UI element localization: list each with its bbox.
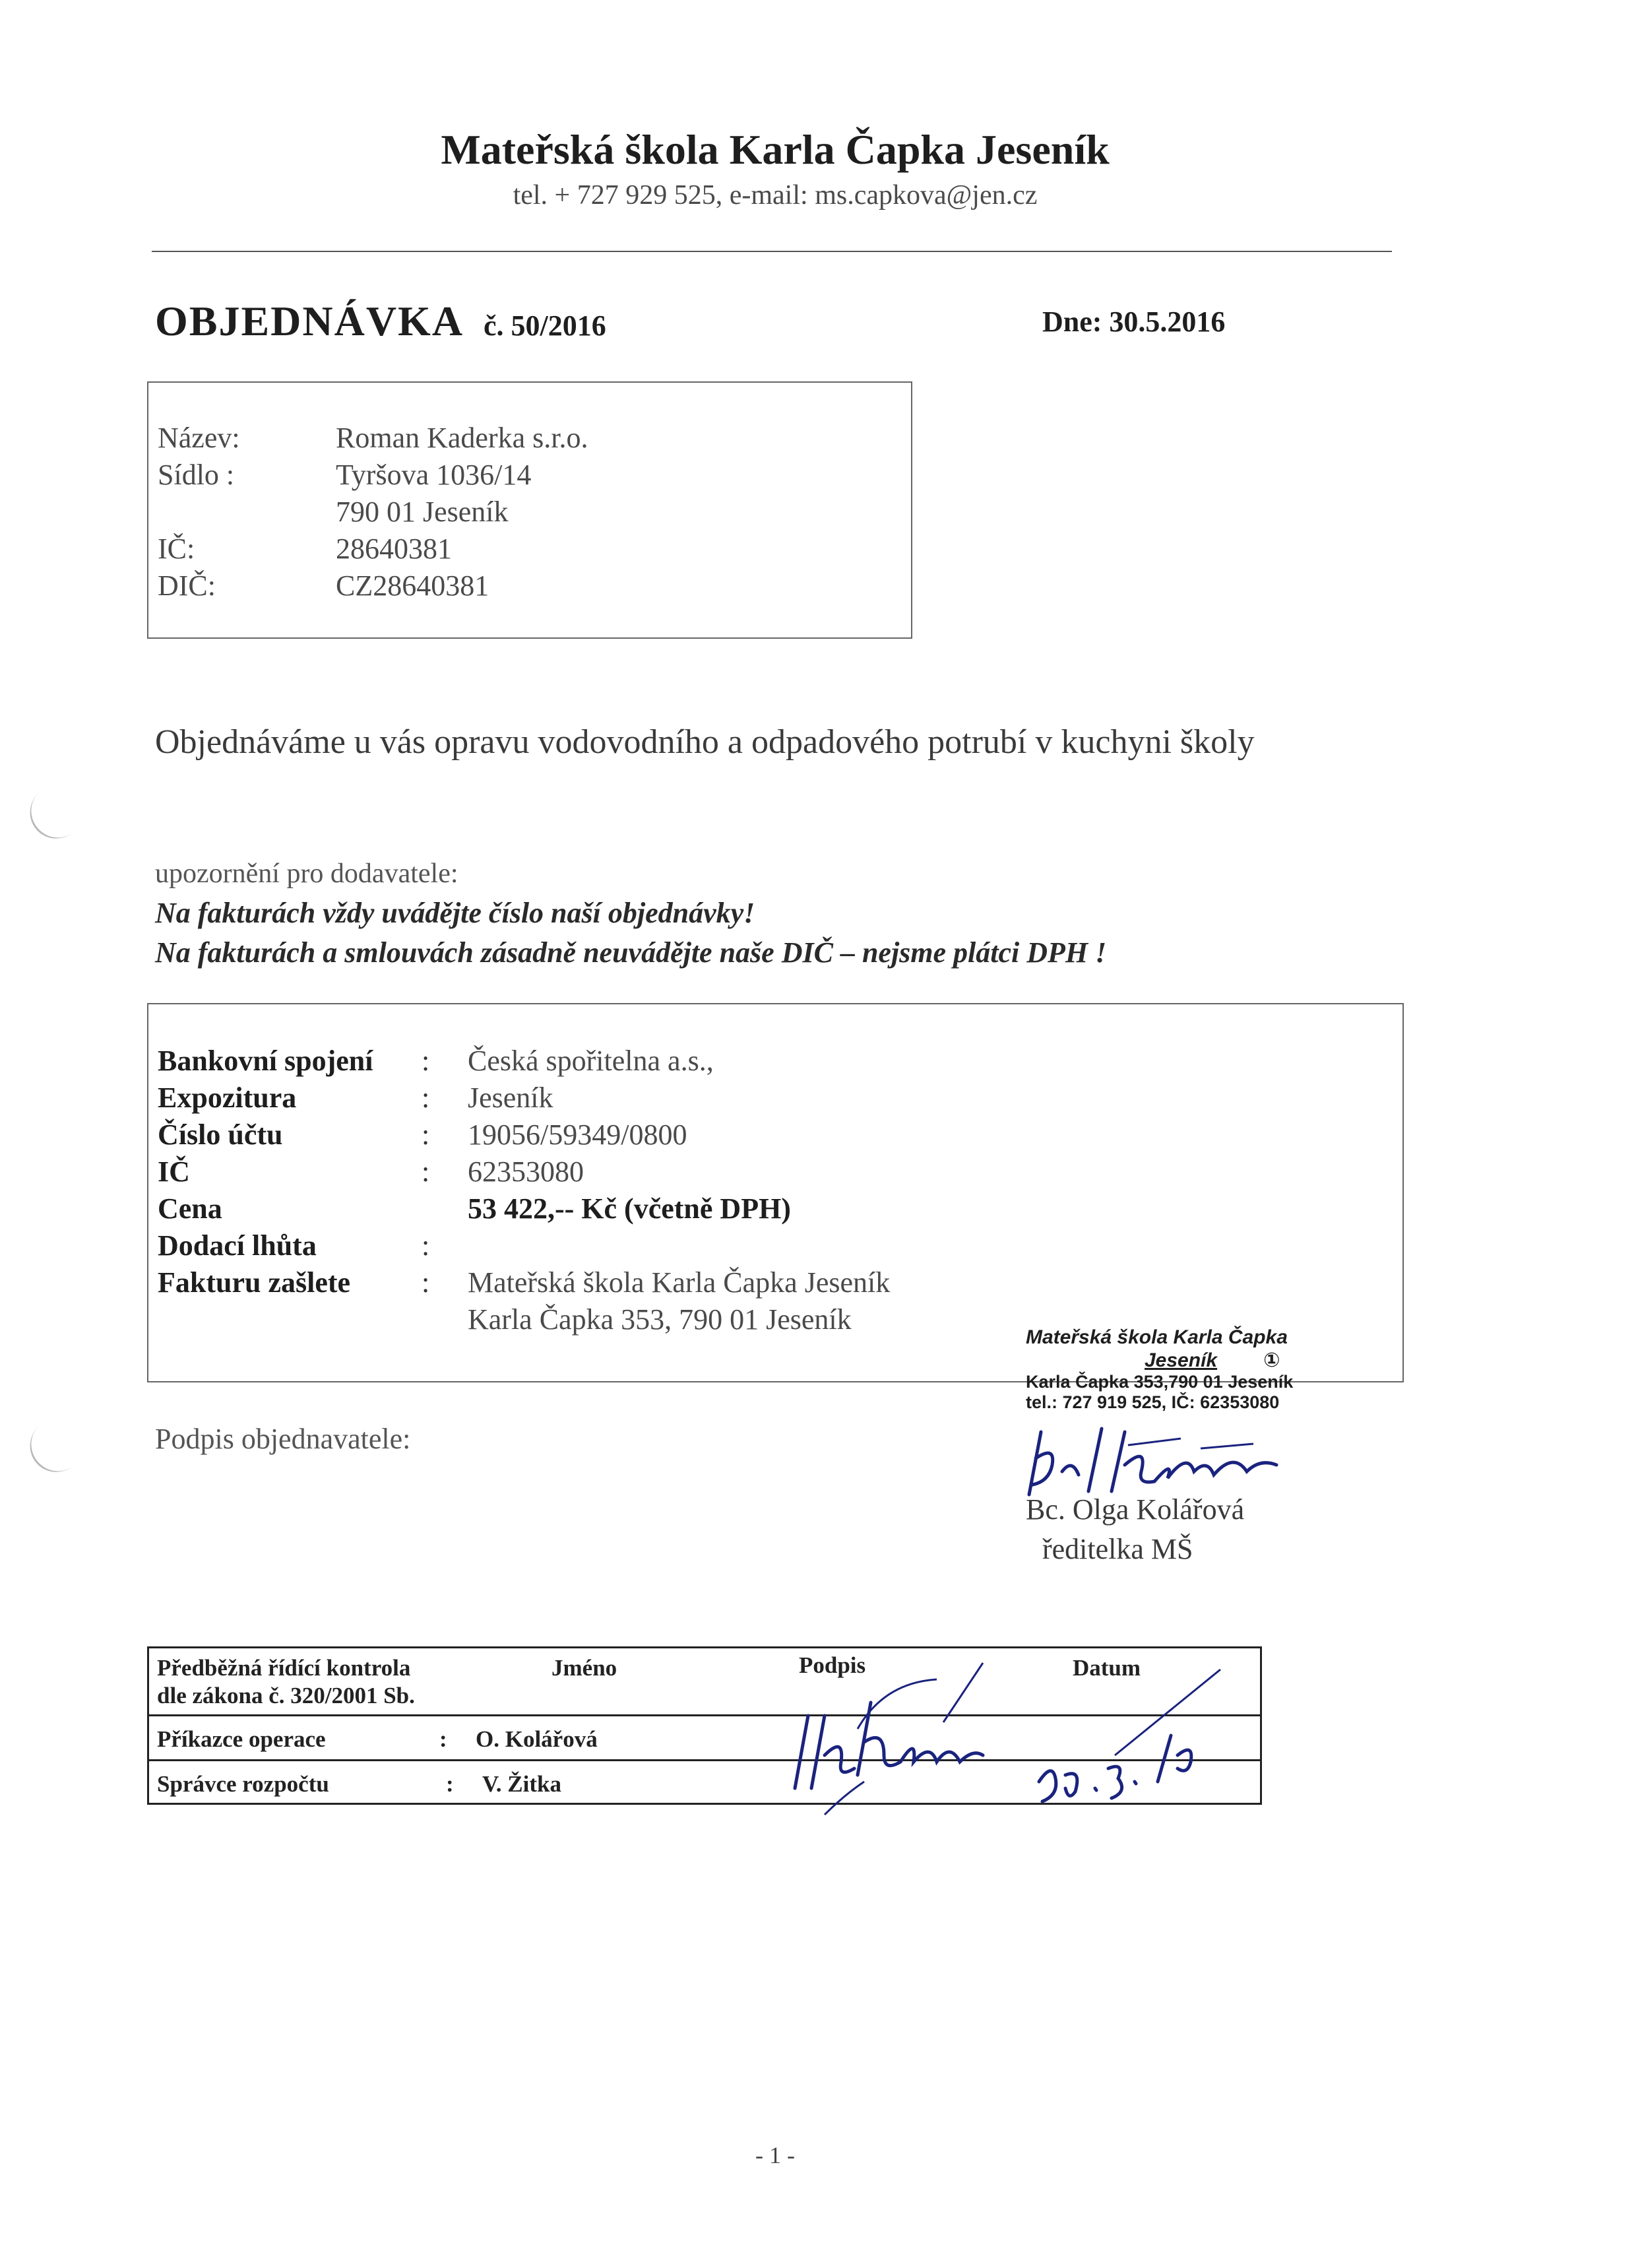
supplier-box [147, 381, 912, 639]
stamp-line-1: Mateřská škola Karla Čapka [1026, 1326, 1288, 1348]
bank-colon: : [422, 1266, 430, 1299]
price-value: 53 422,-- Kč (včetně DPH) [468, 1192, 791, 1225]
director-signature [1016, 1419, 1293, 1505]
bank-colon: : [422, 1045, 430, 1077]
stamp-line-2 [1145, 1349, 1293, 1372]
control-title-line-1: Předběžná řídící kontrola [157, 1655, 411, 1681]
bank-label: Číslo účtu [158, 1118, 283, 1151]
supplier-row [158, 569, 489, 602]
supplier-label: Sídlo : [158, 459, 235, 491]
bank-value: Česká spořitelna a.s., [468, 1045, 714, 1077]
bank-value: 19056/59349/0800 [468, 1118, 687, 1151]
column-name-header: Jméno [551, 1655, 617, 1681]
row-label-spravce: Správce rozpočtu [157, 1771, 329, 1797]
bank-label: Expozitura [158, 1082, 297, 1114]
punch-hole [19, 1408, 95, 1483]
page-number: - 1 - [755, 2142, 795, 2168]
row-colon: : [439, 1726, 447, 1752]
bank-row [158, 1266, 890, 1299]
stamp-line-3: Karla Čapka 353,790 01 Jeseník [1026, 1372, 1294, 1392]
punch-hole [19, 774, 95, 850]
order-number: č. 50/2016 [484, 309, 606, 342]
stamp-town: Jeseník [1145, 1349, 1218, 1371]
bank-label: Fakturu zašlete [158, 1266, 351, 1299]
supplier-row [158, 458, 531, 492]
stamp-mark: ① [1263, 1349, 1280, 1371]
bank-value: Mateřská škola Karla Čapka Jeseník [468, 1266, 891, 1299]
control-title-line-2: dle zákona č. 320/2001 Sb. [157, 1683, 415, 1708]
supplier-row [158, 532, 452, 566]
bank-row [158, 1192, 791, 1225]
stamp-line-4: tel.: 727 919 525, IČ: 62353080 [1026, 1392, 1280, 1412]
row-label-prikazce: Příkazce operace [157, 1726, 326, 1752]
supplier-row [158, 421, 588, 455]
order-title-text: OBJEDNÁVKA [155, 298, 464, 344]
bank-row [158, 1155, 584, 1188]
supplier-value: 28640381 [336, 533, 452, 565]
supplier-value: 790 01 Jeseník [336, 496, 509, 528]
bank-row [158, 1229, 468, 1262]
bank-colon: : [422, 1082, 430, 1114]
bank-label: Dodací lhůta [158, 1229, 317, 1262]
control-signature [785, 1663, 1036, 1815]
row-name-prikazce: O. Kolářová [476, 1726, 598, 1752]
signer-role: ředitelka MŠ [1042, 1533, 1193, 1565]
supplier-label: DIČ: [158, 569, 216, 602]
row-name-spravce: V. Žitka [482, 1771, 561, 1797]
header-divider [152, 251, 1392, 252]
supplier-label: IČ: [158, 533, 195, 565]
row-colon: : [446, 1771, 454, 1797]
notice-line-1: Na fakturách vždy uvádějte číslo naší objednávky! [155, 897, 755, 929]
order-title [155, 297, 606, 346]
bank-row [158, 1044, 714, 1078]
supplier-row [158, 495, 509, 529]
order-date: Dne: 30.5.2016 [1042, 306, 1226, 338]
bank-row [158, 1081, 553, 1115]
supplier-value: Tyršova 1036/14 [336, 459, 532, 491]
bank-row [158, 1303, 852, 1336]
school-contact: tel. + 727 929 525, e-mail: ms.capkova@jen.cz [513, 180, 1038, 211]
signature-label: Podpis objednavatele: [155, 1423, 411, 1455]
notice-heading: upozornění pro dodavatele: [155, 859, 458, 889]
notice-line-2: Na fakturách a smlouvách zásadně neuvádějte naše DIČ – nejsme plátci DPH ! [155, 936, 1107, 969]
bank-colon: : [422, 1155, 430, 1188]
signer-name: Bc. Olga Kolářová [1026, 1493, 1245, 1526]
school-name: Mateřská škola Karla Čapka Jeseník [441, 126, 1110, 173]
column-date-header: Datum [1073, 1655, 1141, 1681]
bank-colon: : [422, 1229, 430, 1262]
bank-value: 62353080 [468, 1155, 584, 1188]
bank-details-box [147, 1003, 1404, 1382]
bank-value: Jeseník [468, 1082, 553, 1114]
supplier-value: CZ28640381 [336, 569, 489, 602]
bank-colon: : [422, 1118, 430, 1151]
bank-label: IČ [158, 1155, 190, 1188]
bank-label: Bankovní spojení [158, 1045, 373, 1077]
bank-value: Karla Čapka 353, 790 01 Jeseník [468, 1303, 852, 1336]
supplier-value: Roman Kaderka s.r.o. [336, 422, 588, 454]
supplier-label: Název: [158, 422, 240, 454]
bank-label: Cena [158, 1192, 222, 1225]
order-text: Objednáváme u vás opravu vodovodního a odpadového potrubí v kuchyni školy [155, 723, 1255, 761]
control-date-handwritten [1036, 1669, 1240, 1808]
column-sign-header: Podpis [799, 1652, 866, 1678]
school-stamp [1026, 1326, 1293, 1413]
bank-row [158, 1118, 687, 1151]
